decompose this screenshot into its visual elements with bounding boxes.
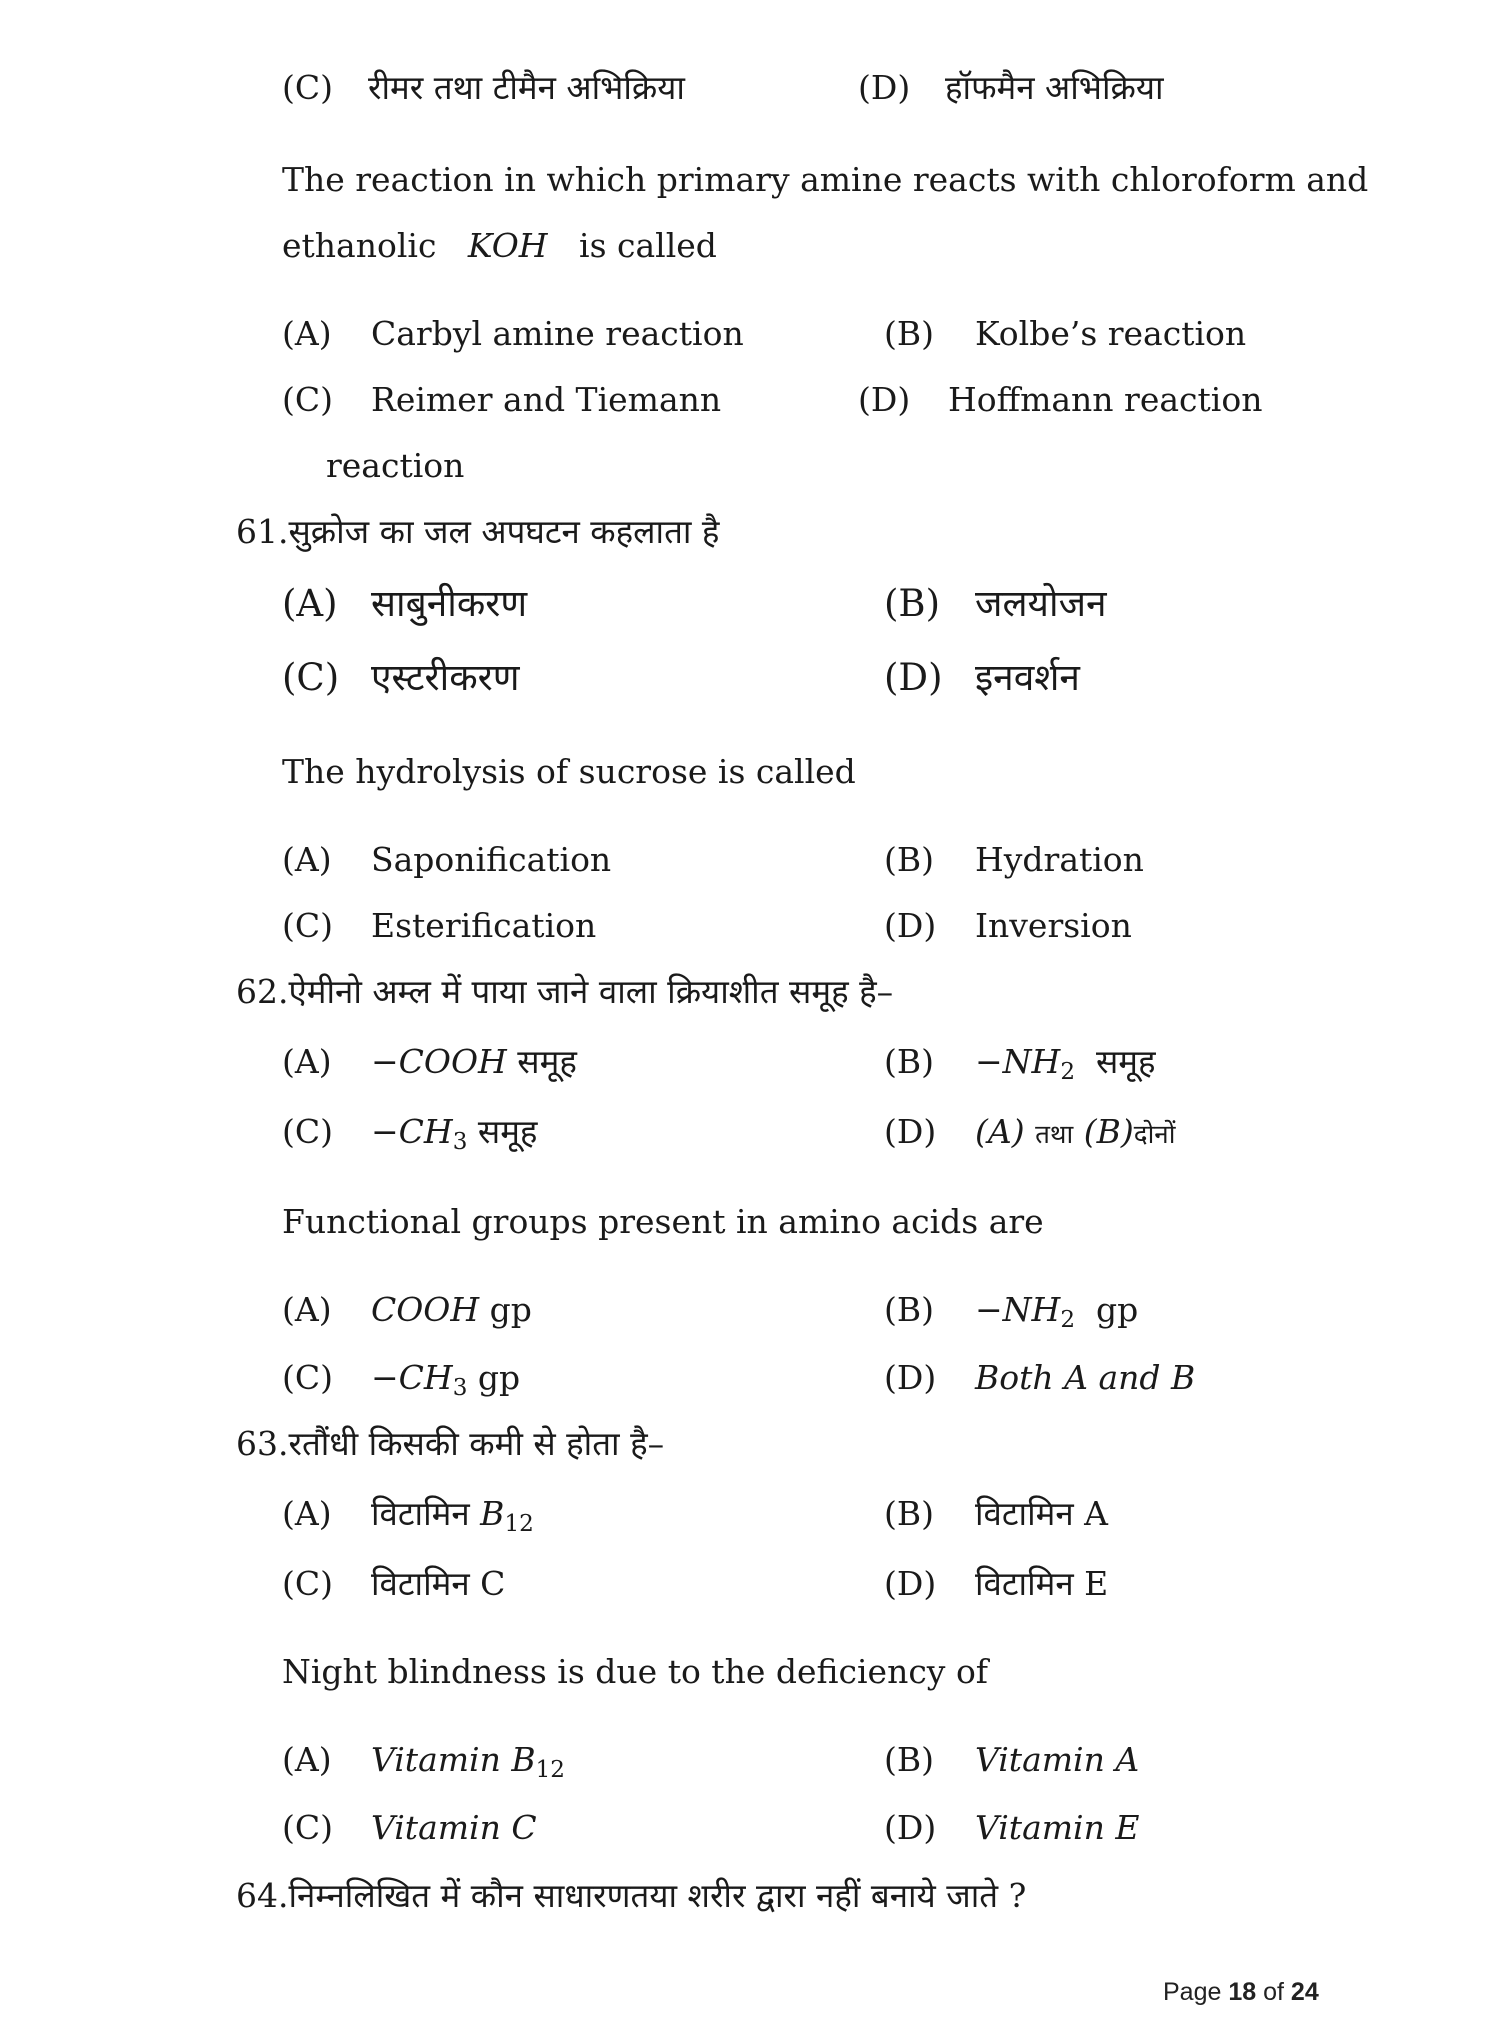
- q62-hi-option-d: [975, 1112, 1175, 1155]
- q61-hi-option-d-text: इनवर्शन: [975, 656, 1080, 699]
- q63-en-option-a-label: (A): [282, 1740, 332, 1779]
- q62-en-option-a-label: (A): [282, 1290, 332, 1329]
- q62-english-question: Functional groups present in amino acids are: [282, 1202, 1044, 1241]
- q62-hi-c-text: समूह: [477, 1112, 538, 1151]
- q62-hi-d-text: दोनों: [1133, 1120, 1176, 1150]
- q61-hindi-question: 61.सुक्रोज का जल अपघटन कहलाता है: [236, 512, 720, 551]
- q62-hi-option-b-label: (B): [884, 1042, 934, 1081]
- q62-hi-d-mid: तथा: [1035, 1120, 1074, 1150]
- footer-of-word: of: [1263, 1978, 1284, 2006]
- q62-en-c-sub: 3: [452, 1374, 468, 1401]
- q61-hi-option-b-text: जलयोजन: [975, 582, 1107, 625]
- q63-hi-option-a: [371, 1494, 534, 1544]
- q62-en-option-b-label: (B): [884, 1290, 934, 1329]
- q62-hi-d-math2: (B): [1083, 1112, 1134, 1151]
- q63-hi-option-d-label: (D): [884, 1564, 937, 1603]
- q62-hi-option-d-label: (D): [884, 1112, 937, 1151]
- q61-hi-option-a-text: साबुनीकरण: [371, 582, 528, 625]
- q60-option-a-text: Carbyl amine reaction: [371, 314, 744, 353]
- q62-en-c-text: gp: [477, 1358, 521, 1397]
- q62-hi-c-sub: 3: [452, 1128, 468, 1155]
- q60-english-question-line1: The reaction in which primary amine reacts with chloroform and: [282, 160, 1369, 199]
- q61-en-option-a-label: (A): [282, 840, 332, 879]
- q62-en-a-math: COOH: [371, 1290, 480, 1329]
- q63-hi-option-b-label: (B): [884, 1494, 934, 1533]
- q61-en-option-d-text: Inversion: [975, 906, 1132, 945]
- q61-hi-option-c-label: (C): [282, 656, 340, 699]
- q64-hindi-question: 64.निम्नलिखित में कौन साधारणतया शरीर द्वारा नहीं बनाये जाते ?: [236, 1876, 1027, 1915]
- q60-option-a-label: (A): [282, 314, 332, 353]
- q61-en-option-a-text: Saponification: [371, 840, 612, 879]
- q61-hi-option-c-text: एस्टरीकरण: [371, 656, 520, 699]
- q63-en-option-a: [371, 1740, 565, 1790]
- q62-hi-b-text: समूह: [1096, 1042, 1156, 1081]
- q63-hi-option-c-label: (C): [282, 1564, 333, 1603]
- q60-math-koh: KOH: [467, 226, 548, 265]
- q62-en-option-a: [371, 1290, 532, 1330]
- q61-en-option-c-text: Esterification: [371, 906, 597, 945]
- q62-hi-option-b: [975, 1042, 1156, 1092]
- q61-hi-option-d-label: (D): [884, 656, 943, 699]
- q63-en-a-sub: 12: [535, 1756, 565, 1783]
- q61-hi-option-a-label: (A): [282, 582, 338, 625]
- q63-hindi-question: 63.रतौंधी किसकी कमी से होता है–: [236, 1424, 665, 1463]
- q61-en-option-c-label: (C): [282, 906, 333, 945]
- q63-en-option-b-text: Vitamin A: [975, 1740, 1140, 1779]
- q63-hi-a-text: विटामिन: [371, 1494, 470, 1533]
- q63-en-option-d-text: Vitamin E: [975, 1808, 1140, 1847]
- q60-text-ethanolic: ethanolic: [282, 226, 437, 265]
- q60-option-b-label: (B): [884, 314, 934, 353]
- q63-en-option-c-label: (C): [282, 1808, 333, 1847]
- q62-en-option-c: [371, 1358, 520, 1408]
- q60-option-d-label: (D): [858, 380, 911, 419]
- page-footer: [1163, 1978, 1319, 2007]
- q62-hi-option-a-label: (A): [282, 1042, 332, 1081]
- q63-hi-a-math: B: [480, 1494, 505, 1533]
- q62-hi-b-sub: 2: [1060, 1058, 1076, 1085]
- q62-en-c-math: −CH: [371, 1358, 453, 1397]
- q63-english-question: Night blindness is due to the deficiency of: [282, 1652, 989, 1691]
- q63-hi-a-sub: 12: [504, 1510, 534, 1537]
- footer-page-word: Page: [1163, 1978, 1222, 2006]
- q60-option-c-label: (C): [282, 380, 333, 419]
- q62-hi-c-math: −CH: [371, 1112, 453, 1151]
- q62-hi-d-math1: (A): [975, 1112, 1025, 1151]
- q62-hi-option-c-label: (C): [282, 1112, 333, 1151]
- q61-en-option-b-text: Hydration: [975, 840, 1144, 879]
- q63-hi-option-c-text: विटामिन C: [371, 1564, 506, 1603]
- q62-en-option-b: [975, 1290, 1138, 1340]
- q62-en-option-c-label: (C): [282, 1358, 333, 1397]
- q60-option-d-text: Hoffmann reaction: [948, 380, 1263, 419]
- q59-option-d-text: हॉफमैन अभिक्रिया: [945, 68, 1164, 107]
- q62-en-b-sub: 2: [1060, 1306, 1076, 1333]
- q60-text-is-called: is called: [579, 226, 717, 265]
- q63-en-option-b-label: (B): [884, 1740, 934, 1779]
- q62-hi-a-text: समूह: [517, 1042, 577, 1081]
- q61-hi-option-b-label: (B): [884, 582, 941, 625]
- q61-english-question: The hydrolysis of sucrose is called: [282, 752, 856, 791]
- q62-en-a-text: gp: [489, 1290, 532, 1329]
- q62-en-option-d-label: (D): [884, 1358, 937, 1397]
- q63-hi-option-a-label: (A): [282, 1494, 332, 1533]
- q62-en-option-d-text: Both A and B: [975, 1358, 1196, 1397]
- q63-en-a-math: Vitamin B: [371, 1740, 536, 1779]
- q62-en-b-math: −NH: [975, 1290, 1061, 1329]
- q63-en-option-c-text: Vitamin C: [371, 1808, 537, 1847]
- q62-hi-option-a: [371, 1042, 577, 1082]
- q62-hindi-question: 62.ऐमीनो अम्ल में पाया जाने वाला क्रियाशीत समूह है–: [236, 972, 894, 1011]
- q63-en-option-d-label: (D): [884, 1808, 937, 1847]
- q61-en-option-d-label: (D): [884, 906, 937, 945]
- q63-hi-option-b-text: विटामिन A: [975, 1494, 1108, 1533]
- q60-english-question-line2: [282, 226, 717, 266]
- q61-en-option-b-label: (B): [884, 840, 934, 879]
- q60-option-b-text: Kolbe’s reaction: [975, 314, 1247, 353]
- q62-en-b-text: gp: [1096, 1290, 1139, 1329]
- footer-page-total: 24: [1290, 1978, 1319, 2006]
- q60-option-c-text-cont: reaction: [326, 446, 465, 485]
- q59-option-c-label: (C): [282, 68, 333, 107]
- q60-option-c-text: Reimer and Tiemann: [371, 380, 722, 419]
- footer-page-number: 18: [1228, 1978, 1257, 2006]
- q59-option-d-label: (D): [858, 68, 911, 107]
- q62-hi-b-math: −NH: [975, 1042, 1061, 1081]
- q62-hi-option-c: [371, 1112, 537, 1162]
- q59-option-c-text: रीमर तथा टीमैन अभिक्रिया: [368, 68, 685, 107]
- q63-hi-option-d-text: विटामिन E: [975, 1564, 1109, 1603]
- q62-hi-a-math: −COOH: [371, 1042, 507, 1081]
